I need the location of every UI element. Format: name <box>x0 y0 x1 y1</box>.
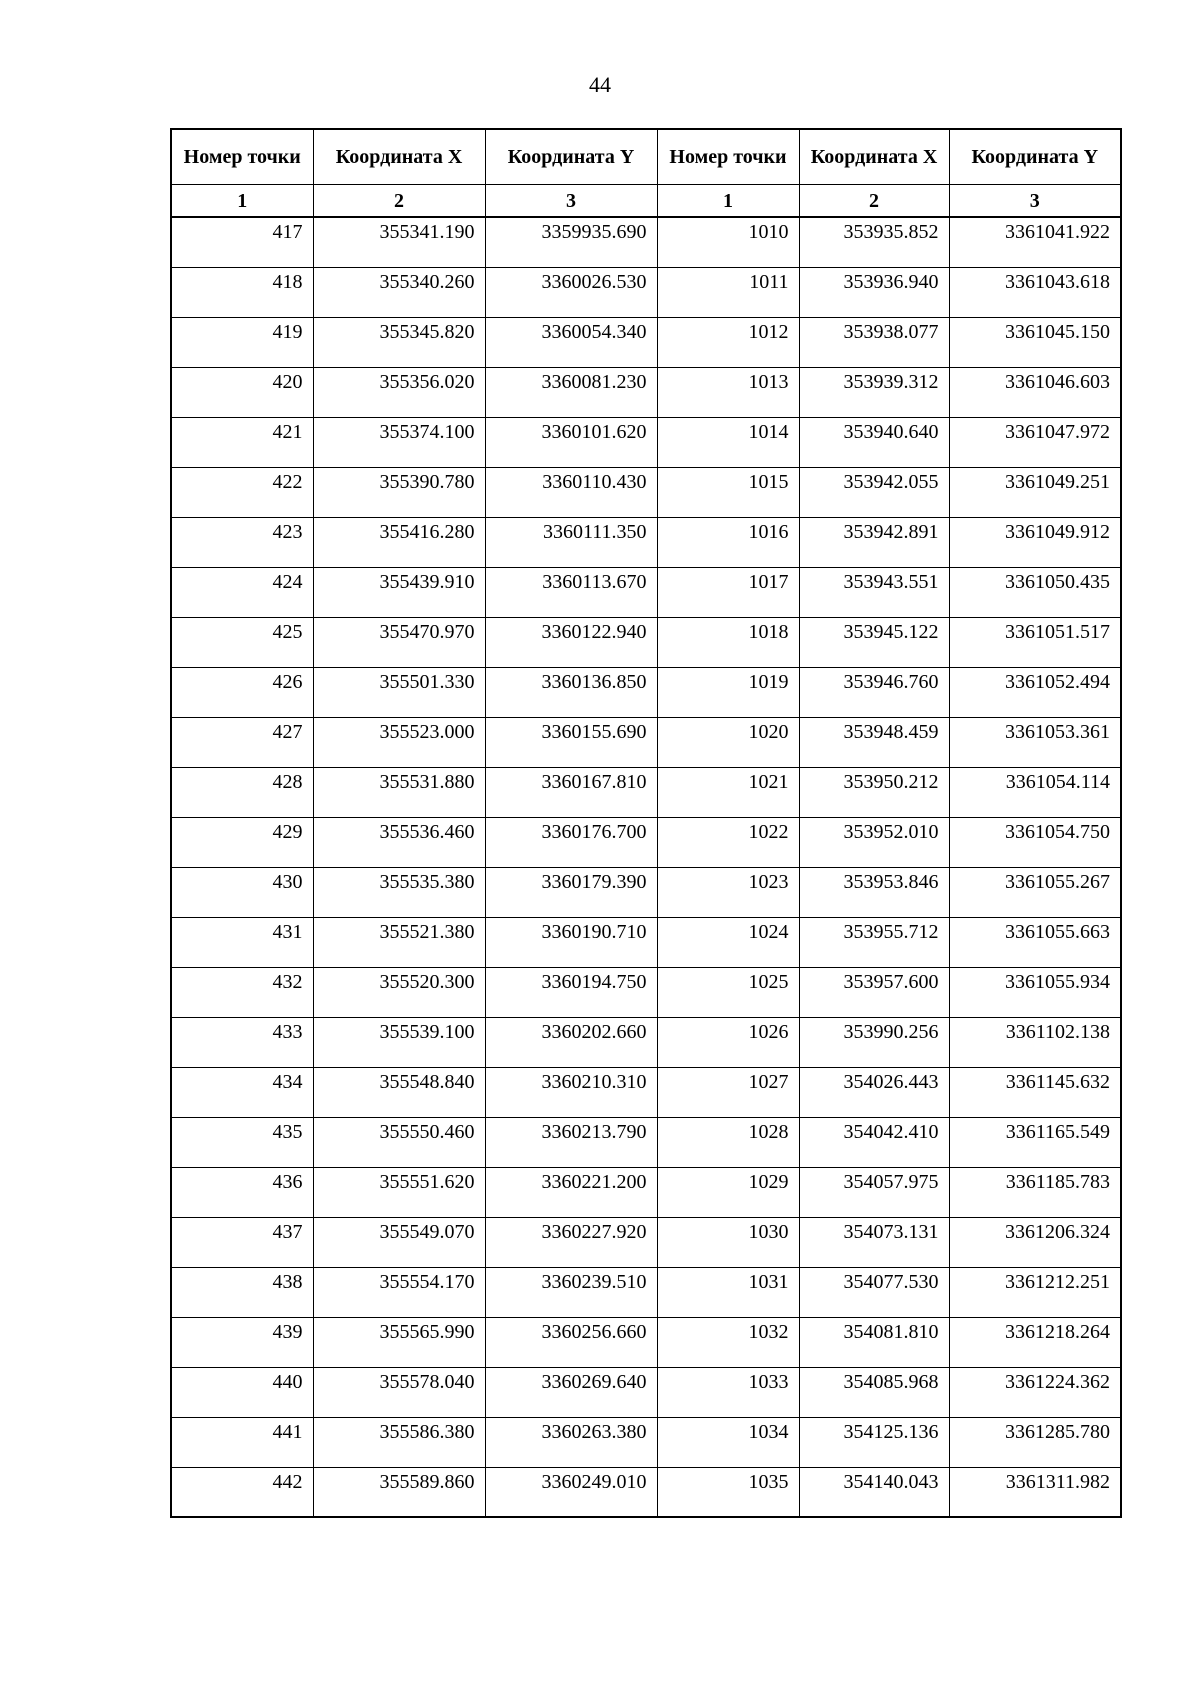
page-number: 44 <box>589 72 611 97</box>
coordinate-y-cell: 3360122.940 <box>485 617 657 667</box>
coordinate-y-cell: 3361055.934 <box>949 967 1121 1017</box>
table-row <box>171 617 1121 667</box>
coordinate-y-cell: 3361047.972 <box>949 417 1121 467</box>
coordinate-y-cell: 3361050.435 <box>949 567 1121 617</box>
coordinate-x-cell: 355554.170 <box>313 1267 485 1317</box>
point-number-cell: 434 <box>171 1067 313 1117</box>
header-coordinate-y-2: Координата Y <box>949 129 1121 185</box>
coordinate-y-cell: 3360227.920 <box>485 1217 657 1267</box>
coordinate-y-cell: 3360221.200 <box>485 1167 657 1217</box>
coordinate-y-cell: 3359935.690 <box>485 217 657 267</box>
coordinate-y-cell: 3361055.267 <box>949 867 1121 917</box>
table-row <box>171 867 1121 917</box>
coordinate-y-cell: 3361054.750 <box>949 817 1121 867</box>
coordinate-x-cell: 353942.891 <box>799 517 949 567</box>
coordinate-y-cell: 3361041.922 <box>949 217 1121 267</box>
table-row <box>171 1467 1121 1517</box>
point-number-cell: 431 <box>171 917 313 967</box>
coordinate-x-cell: 355501.330 <box>313 667 485 717</box>
coordinate-y-cell: 3360239.510 <box>485 1267 657 1317</box>
coordinate-y-cell: 3360110.430 <box>485 467 657 517</box>
point-number-cell: 1022 <box>657 817 799 867</box>
coordinate-y-cell: 3361212.251 <box>949 1267 1121 1317</box>
coordinate-y-cell: 3361046.603 <box>949 367 1121 417</box>
table-row <box>171 1217 1121 1267</box>
point-number-cell: 1015 <box>657 467 799 517</box>
header-row <box>171 129 1121 185</box>
point-number-cell: 1030 <box>657 1217 799 1267</box>
coordinate-x-cell: 355531.880 <box>313 767 485 817</box>
coordinate-y-cell: 3361053.361 <box>949 717 1121 767</box>
point-number-cell: 1011 <box>657 267 799 317</box>
point-number-cell: 1021 <box>657 767 799 817</box>
coordinate-x-cell: 353952.010 <box>799 817 949 867</box>
coordinate-y-cell: 3360194.750 <box>485 967 657 1017</box>
point-number-cell: 1014 <box>657 417 799 467</box>
coordinate-y-cell: 3360249.010 <box>485 1467 657 1517</box>
coordinate-x-cell: 354085.968 <box>799 1367 949 1417</box>
table-row <box>171 1167 1121 1217</box>
table-row <box>171 417 1121 467</box>
coordinate-x-cell: 355589.860 <box>313 1467 485 1517</box>
column-number: 1 <box>657 185 799 218</box>
point-number-cell: 436 <box>171 1167 313 1217</box>
coordinate-x-cell: 353955.712 <box>799 917 949 967</box>
point-number-cell: 441 <box>171 1417 313 1467</box>
coordinate-y-cell: 3360190.710 <box>485 917 657 967</box>
point-number-cell: 1032 <box>657 1317 799 1367</box>
coordinate-y-cell: 3360111.350 <box>485 517 657 567</box>
table-body <box>171 217 1121 1517</box>
coordinate-x-cell: 355535.380 <box>313 867 485 917</box>
coordinate-x-cell: 353945.122 <box>799 617 949 667</box>
point-number-cell: 1012 <box>657 317 799 367</box>
header-point-number-2: Номер точки <box>657 129 799 185</box>
point-number-cell: 428 <box>171 767 313 817</box>
coordinate-x-cell: 353938.077 <box>799 317 949 367</box>
coordinate-y-cell: 3360202.660 <box>485 1017 657 1067</box>
point-number-cell: 1031 <box>657 1267 799 1317</box>
point-number-cell: 1029 <box>657 1167 799 1217</box>
coordinate-y-cell: 3361218.264 <box>949 1317 1121 1367</box>
table-row <box>171 717 1121 767</box>
table-row <box>171 1117 1121 1167</box>
coordinate-y-cell: 3361206.324 <box>949 1217 1121 1267</box>
point-number-cell: 419 <box>171 317 313 367</box>
coordinate-y-cell: 3360263.380 <box>485 1417 657 1467</box>
coordinate-y-cell: 3360155.690 <box>485 717 657 767</box>
coordinate-x-cell: 353950.212 <box>799 767 949 817</box>
coordinate-y-cell: 3361051.517 <box>949 617 1121 667</box>
table-row <box>171 767 1121 817</box>
coordinate-y-cell: 3360026.530 <box>485 267 657 317</box>
coordinate-x-cell: 353939.312 <box>799 367 949 417</box>
point-number-cell: 439 <box>171 1317 313 1367</box>
coordinate-y-cell: 3361049.251 <box>949 467 1121 517</box>
coordinate-y-cell: 3360213.790 <box>485 1117 657 1167</box>
coordinate-x-cell: 355374.100 <box>313 417 485 467</box>
table-row <box>171 1017 1121 1067</box>
coordinate-y-cell: 3360054.340 <box>485 317 657 367</box>
coordinate-x-cell: 354057.975 <box>799 1167 949 1217</box>
point-number-cell: 433 <box>171 1017 313 1067</box>
coordinate-x-cell: 354042.410 <box>799 1117 949 1167</box>
coordinate-x-cell: 353943.551 <box>799 567 949 617</box>
point-number-cell: 423 <box>171 517 313 567</box>
point-number-cell: 1010 <box>657 217 799 267</box>
coordinate-x-cell: 355356.020 <box>313 367 485 417</box>
coordinate-y-cell: 3361165.549 <box>949 1117 1121 1167</box>
coordinate-x-cell: 355548.840 <box>313 1067 485 1117</box>
point-number-cell: 425 <box>171 617 313 667</box>
point-number-cell: 435 <box>171 1117 313 1167</box>
point-number-cell: 1035 <box>657 1467 799 1517</box>
point-number-cell: 1023 <box>657 867 799 917</box>
point-number-cell: 426 <box>171 667 313 717</box>
header-point-number-1: Номер точки <box>171 129 313 185</box>
coordinate-x-cell: 353942.055 <box>799 467 949 517</box>
coordinate-y-cell: 3360256.660 <box>485 1317 657 1367</box>
column-number: 1 <box>171 185 313 218</box>
point-number-cell: 1026 <box>657 1017 799 1067</box>
coordinate-y-cell: 3361285.780 <box>949 1417 1121 1467</box>
table-row <box>171 817 1121 867</box>
coordinate-x-cell: 355539.100 <box>313 1017 485 1067</box>
coordinate-x-cell: 355416.280 <box>313 517 485 567</box>
point-number-cell: 1020 <box>657 717 799 767</box>
coordinate-x-cell: 354140.043 <box>799 1467 949 1517</box>
table-row <box>171 1367 1121 1417</box>
point-number-cell: 1018 <box>657 617 799 667</box>
column-number: 3 <box>949 185 1121 218</box>
coordinate-x-cell: 355565.990 <box>313 1317 485 1367</box>
table-row <box>171 567 1121 617</box>
table-row <box>171 917 1121 967</box>
coordinate-x-cell: 355521.380 <box>313 917 485 967</box>
coordinate-x-cell: 355520.300 <box>313 967 485 1017</box>
point-number-cell: 421 <box>171 417 313 467</box>
coordinate-y-cell: 3361311.982 <box>949 1467 1121 1517</box>
point-number-cell: 429 <box>171 817 313 867</box>
table-row <box>171 467 1121 517</box>
coordinate-y-cell: 3361049.912 <box>949 517 1121 567</box>
coordinate-y-cell: 3360101.620 <box>485 417 657 467</box>
coordinate-x-cell: 355470.970 <box>313 617 485 667</box>
table-row <box>171 667 1121 717</box>
coordinate-x-cell: 353953.846 <box>799 867 949 917</box>
table-row <box>171 517 1121 567</box>
coordinates-table <box>170 128 1122 1518</box>
coordinate-x-cell: 355536.460 <box>313 817 485 867</box>
point-number-cell: 1027 <box>657 1067 799 1117</box>
column-number: 2 <box>313 185 485 218</box>
point-number-cell: 1028 <box>657 1117 799 1167</box>
point-number-cell: 1016 <box>657 517 799 567</box>
point-number-cell: 427 <box>171 717 313 767</box>
coordinate-y-cell: 3361145.632 <box>949 1067 1121 1117</box>
table-row <box>171 217 1121 267</box>
point-number-cell: 1013 <box>657 367 799 417</box>
point-number-cell: 418 <box>171 267 313 317</box>
point-number-cell: 424 <box>171 567 313 617</box>
point-number-cell: 438 <box>171 1267 313 1317</box>
coordinate-y-cell: 3361052.494 <box>949 667 1121 717</box>
coordinate-x-cell: 354125.136 <box>799 1417 949 1467</box>
point-number-cell: 432 <box>171 967 313 1017</box>
point-number-cell: 1019 <box>657 667 799 717</box>
point-number-cell: 1017 <box>657 567 799 617</box>
coordinate-x-cell: 353990.256 <box>799 1017 949 1067</box>
point-number-cell: 1033 <box>657 1367 799 1417</box>
coordinate-y-cell: 3361043.618 <box>949 267 1121 317</box>
coordinate-x-cell: 355549.070 <box>313 1217 485 1267</box>
point-number-cell: 1025 <box>657 967 799 1017</box>
coordinate-y-cell: 3360113.670 <box>485 567 657 617</box>
coordinate-y-cell: 3361185.783 <box>949 1167 1121 1217</box>
column-number: 2 <box>799 185 949 218</box>
table-row <box>171 1267 1121 1317</box>
point-number-cell: 1024 <box>657 917 799 967</box>
column-number: 3 <box>485 185 657 218</box>
table-row <box>171 1417 1121 1467</box>
coordinate-x-cell: 353936.940 <box>799 267 949 317</box>
coordinate-x-cell: 354077.530 <box>799 1267 949 1317</box>
table-row <box>171 1317 1121 1367</box>
table-row <box>171 267 1121 317</box>
header-coordinate-x-1: Координата X <box>313 129 485 185</box>
coordinate-x-cell: 355586.380 <box>313 1417 485 1467</box>
coordinate-y-cell: 3361224.362 <box>949 1367 1121 1417</box>
coordinate-y-cell: 3360179.390 <box>485 867 657 917</box>
coordinate-x-cell: 355345.820 <box>313 317 485 367</box>
header-coordinate-x-2: Координата X <box>799 129 949 185</box>
coordinate-y-cell: 3361102.138 <box>949 1017 1121 1067</box>
table-row <box>171 967 1121 1017</box>
coordinate-x-cell: 355551.620 <box>313 1167 485 1217</box>
coordinate-x-cell: 355340.260 <box>313 267 485 317</box>
coordinate-x-cell: 355550.460 <box>313 1117 485 1167</box>
coordinate-y-cell: 3360081.230 <box>485 367 657 417</box>
point-number-cell: 430 <box>171 867 313 917</box>
coordinate-x-cell: 355390.780 <box>313 467 485 517</box>
coordinate-x-cell: 353948.459 <box>799 717 949 767</box>
point-number-cell: 437 <box>171 1217 313 1267</box>
coordinate-x-cell: 354081.810 <box>799 1317 949 1367</box>
coordinate-x-cell: 353935.852 <box>799 217 949 267</box>
header-coordinate-y-1: Координата Y <box>485 129 657 185</box>
coordinate-y-cell: 3360167.810 <box>485 767 657 817</box>
point-number-cell: 440 <box>171 1367 313 1417</box>
coordinate-x-cell: 353940.640 <box>799 417 949 467</box>
column-number-row <box>171 185 1121 218</box>
coordinate-x-cell: 355523.000 <box>313 717 485 767</box>
coordinate-x-cell: 353957.600 <box>799 967 949 1017</box>
point-number-cell: 422 <box>171 467 313 517</box>
coordinate-x-cell: 355578.040 <box>313 1367 485 1417</box>
table-header <box>171 129 1121 217</box>
coordinate-y-cell: 3360210.310 <box>485 1067 657 1117</box>
coordinate-y-cell: 3361055.663 <box>949 917 1121 967</box>
coordinate-x-cell: 354026.443 <box>799 1067 949 1117</box>
coordinate-y-cell: 3361045.150 <box>949 317 1121 367</box>
coordinate-x-cell: 354073.131 <box>799 1217 949 1267</box>
table-row <box>171 317 1121 367</box>
coordinate-x-cell: 353946.760 <box>799 667 949 717</box>
point-number-cell: 442 <box>171 1467 313 1517</box>
coordinate-y-cell: 3360136.850 <box>485 667 657 717</box>
coordinate-y-cell: 3361054.114 <box>949 767 1121 817</box>
coordinate-y-cell: 3360176.700 <box>485 817 657 867</box>
table-row <box>171 1067 1121 1117</box>
point-number-cell: 417 <box>171 217 313 267</box>
table-row <box>171 367 1121 417</box>
point-number-cell: 420 <box>171 367 313 417</box>
coordinate-x-cell: 355341.190 <box>313 217 485 267</box>
coordinate-x-cell: 355439.910 <box>313 567 485 617</box>
coordinate-y-cell: 3360269.640 <box>485 1367 657 1417</box>
point-number-cell: 1034 <box>657 1417 799 1467</box>
